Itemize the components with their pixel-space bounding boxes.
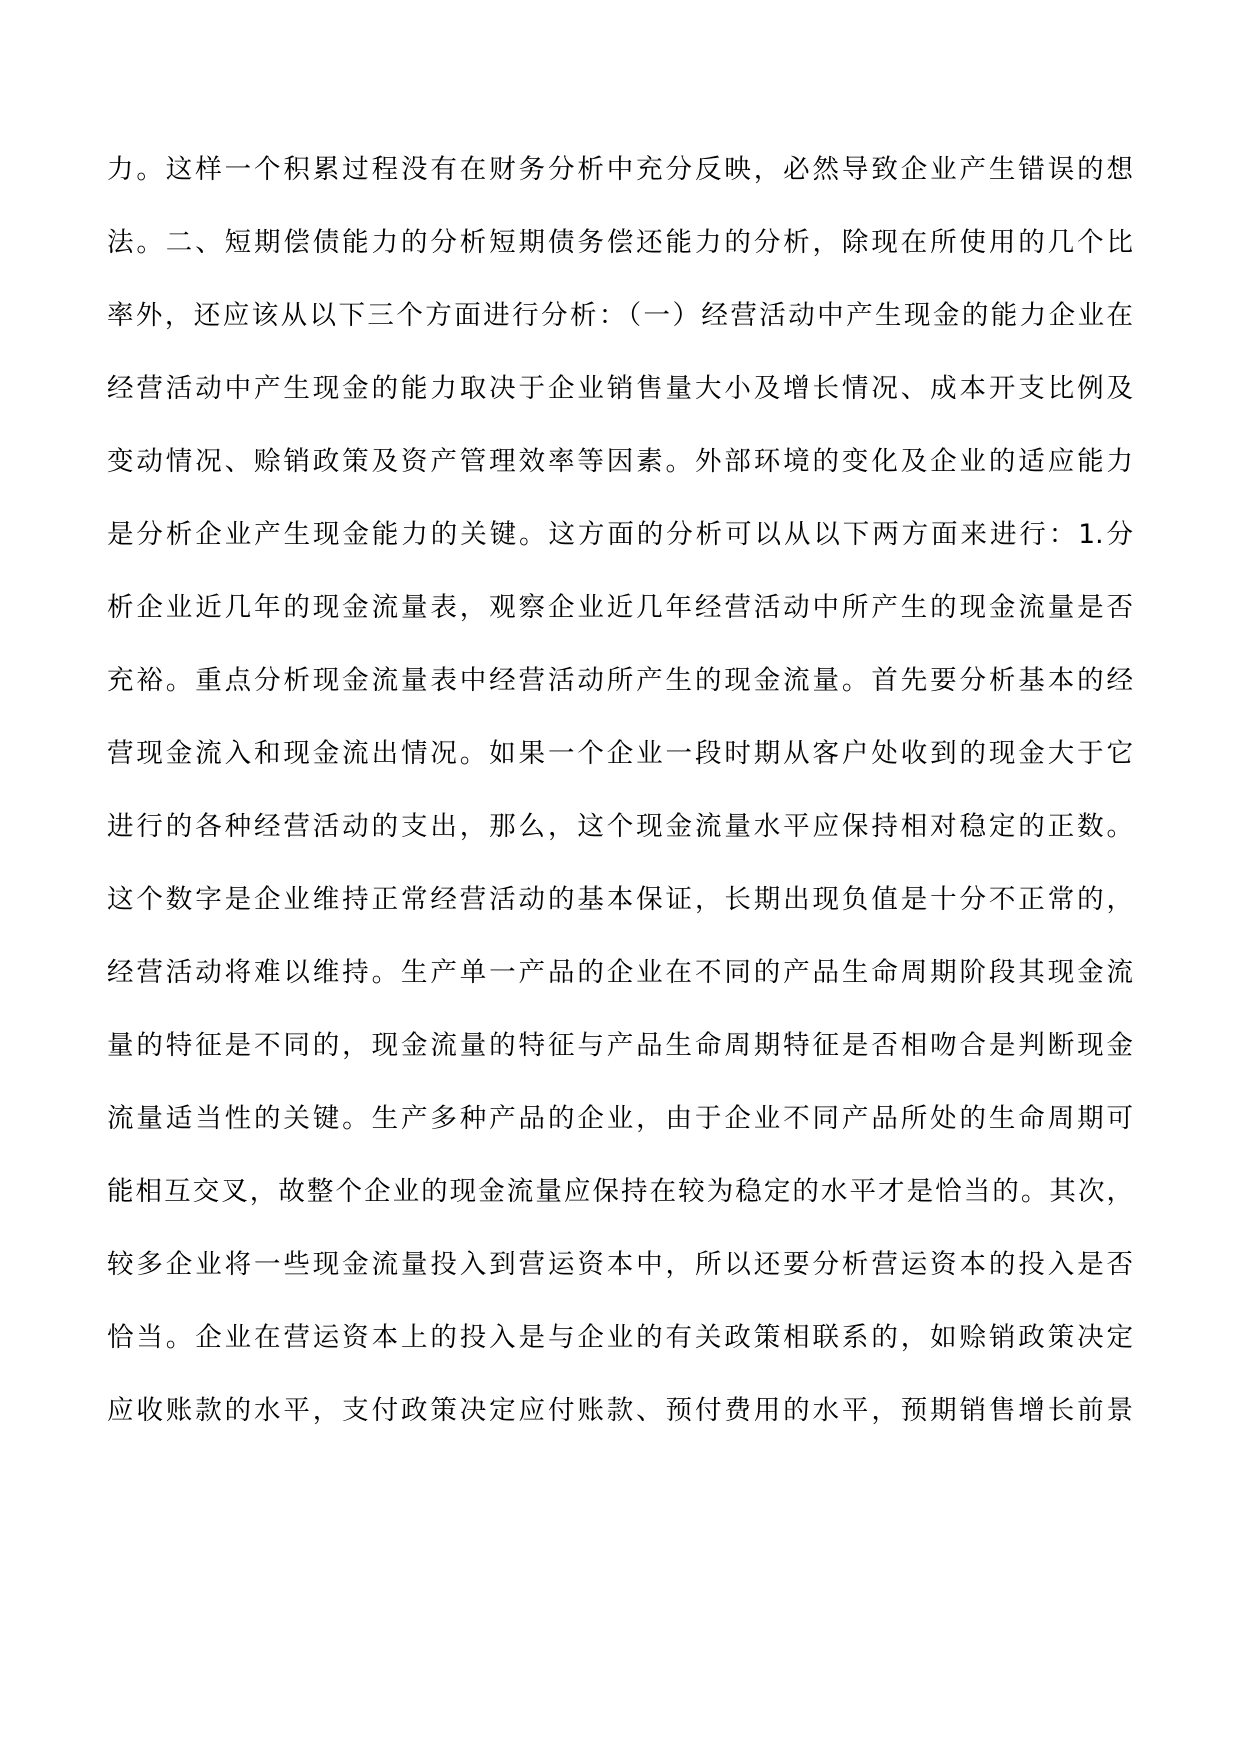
paragraph-line: 应收账款的水平，支付政策决定应付账款、预付费用的水平，预期销售增长前景 [107,1395,1133,1426]
paragraph-line: 率外，还应该从以下三个方面进行分析：（一）经营活动中产生现金的能力企业在 [107,300,1133,331]
paragraph-line: 法。二、短期偿债能力的分析短期债务偿还能力的分析，除现在所使用的几个比 [107,227,1133,258]
paragraph-line: 是分析企业产生现金能力的关键。这方面的分析可以从以下两方面来进行：1.分 [107,519,1133,550]
paragraph-line: 经营活动将难以维持。生产单一产品的企业在不同的产品生命周期阶段其现金流 [107,957,1133,988]
paragraph-line: 力。这样一个积累过程没有在财务分析中充分反映，必然导致企业产生错误的想 [107,154,1133,185]
paragraph-line: 较多企业将一些现金流量投入到营运资本中，所以还要分析营运资本的投入是否 [107,1249,1133,1280]
paragraph-line: 流量适当性的关键。生产多种产品的企业，由于企业不同产品所处的生命周期可 [107,1103,1133,1134]
paragraph-line: 恰当。企业在营运资本上的投入是与企业的有关政策相联系的，如赊销政策决定 [107,1322,1133,1353]
paragraph-line: 能相互交叉，故整个企业的现金流量应保持在较为稳定的水平才是恰当的。其次， [107,1176,1133,1207]
paragraph-line: 析企业近几年的现金流量表，观察企业近几年经营活动中所产生的现金流量是否 [107,592,1133,623]
paragraph-line: 量的特征是不同的，现金流量的特征与产品生命周期特征是否相吻合是判断现金 [107,1030,1133,1061]
paragraph-line: 变动情况、赊销政策及资产管理效率等因素。外部环境的变化及企业的适应能力 [107,446,1133,477]
paragraph-line: 充裕。重点分析现金流量表中经营活动所产生的现金流量。首先要分析基本的经 [107,665,1133,696]
paragraph-line: 营现金流入和现金流出情况。如果一个企业一段时期从客户处收到的现金大于它 [107,738,1133,769]
paragraph-line: 这个数字是企业维持正常经营活动的基本保证，长期出现负值是十分不正常的， [107,884,1133,915]
paragraph-line: 经营活动中产生现金的能力取决于企业销售量大小及增长情况、成本开支比例及 [107,373,1133,404]
paragraph-line: 进行的各种经营活动的支出，那么，这个现金流量水平应保持相对稳定的正数。 [107,811,1133,842]
